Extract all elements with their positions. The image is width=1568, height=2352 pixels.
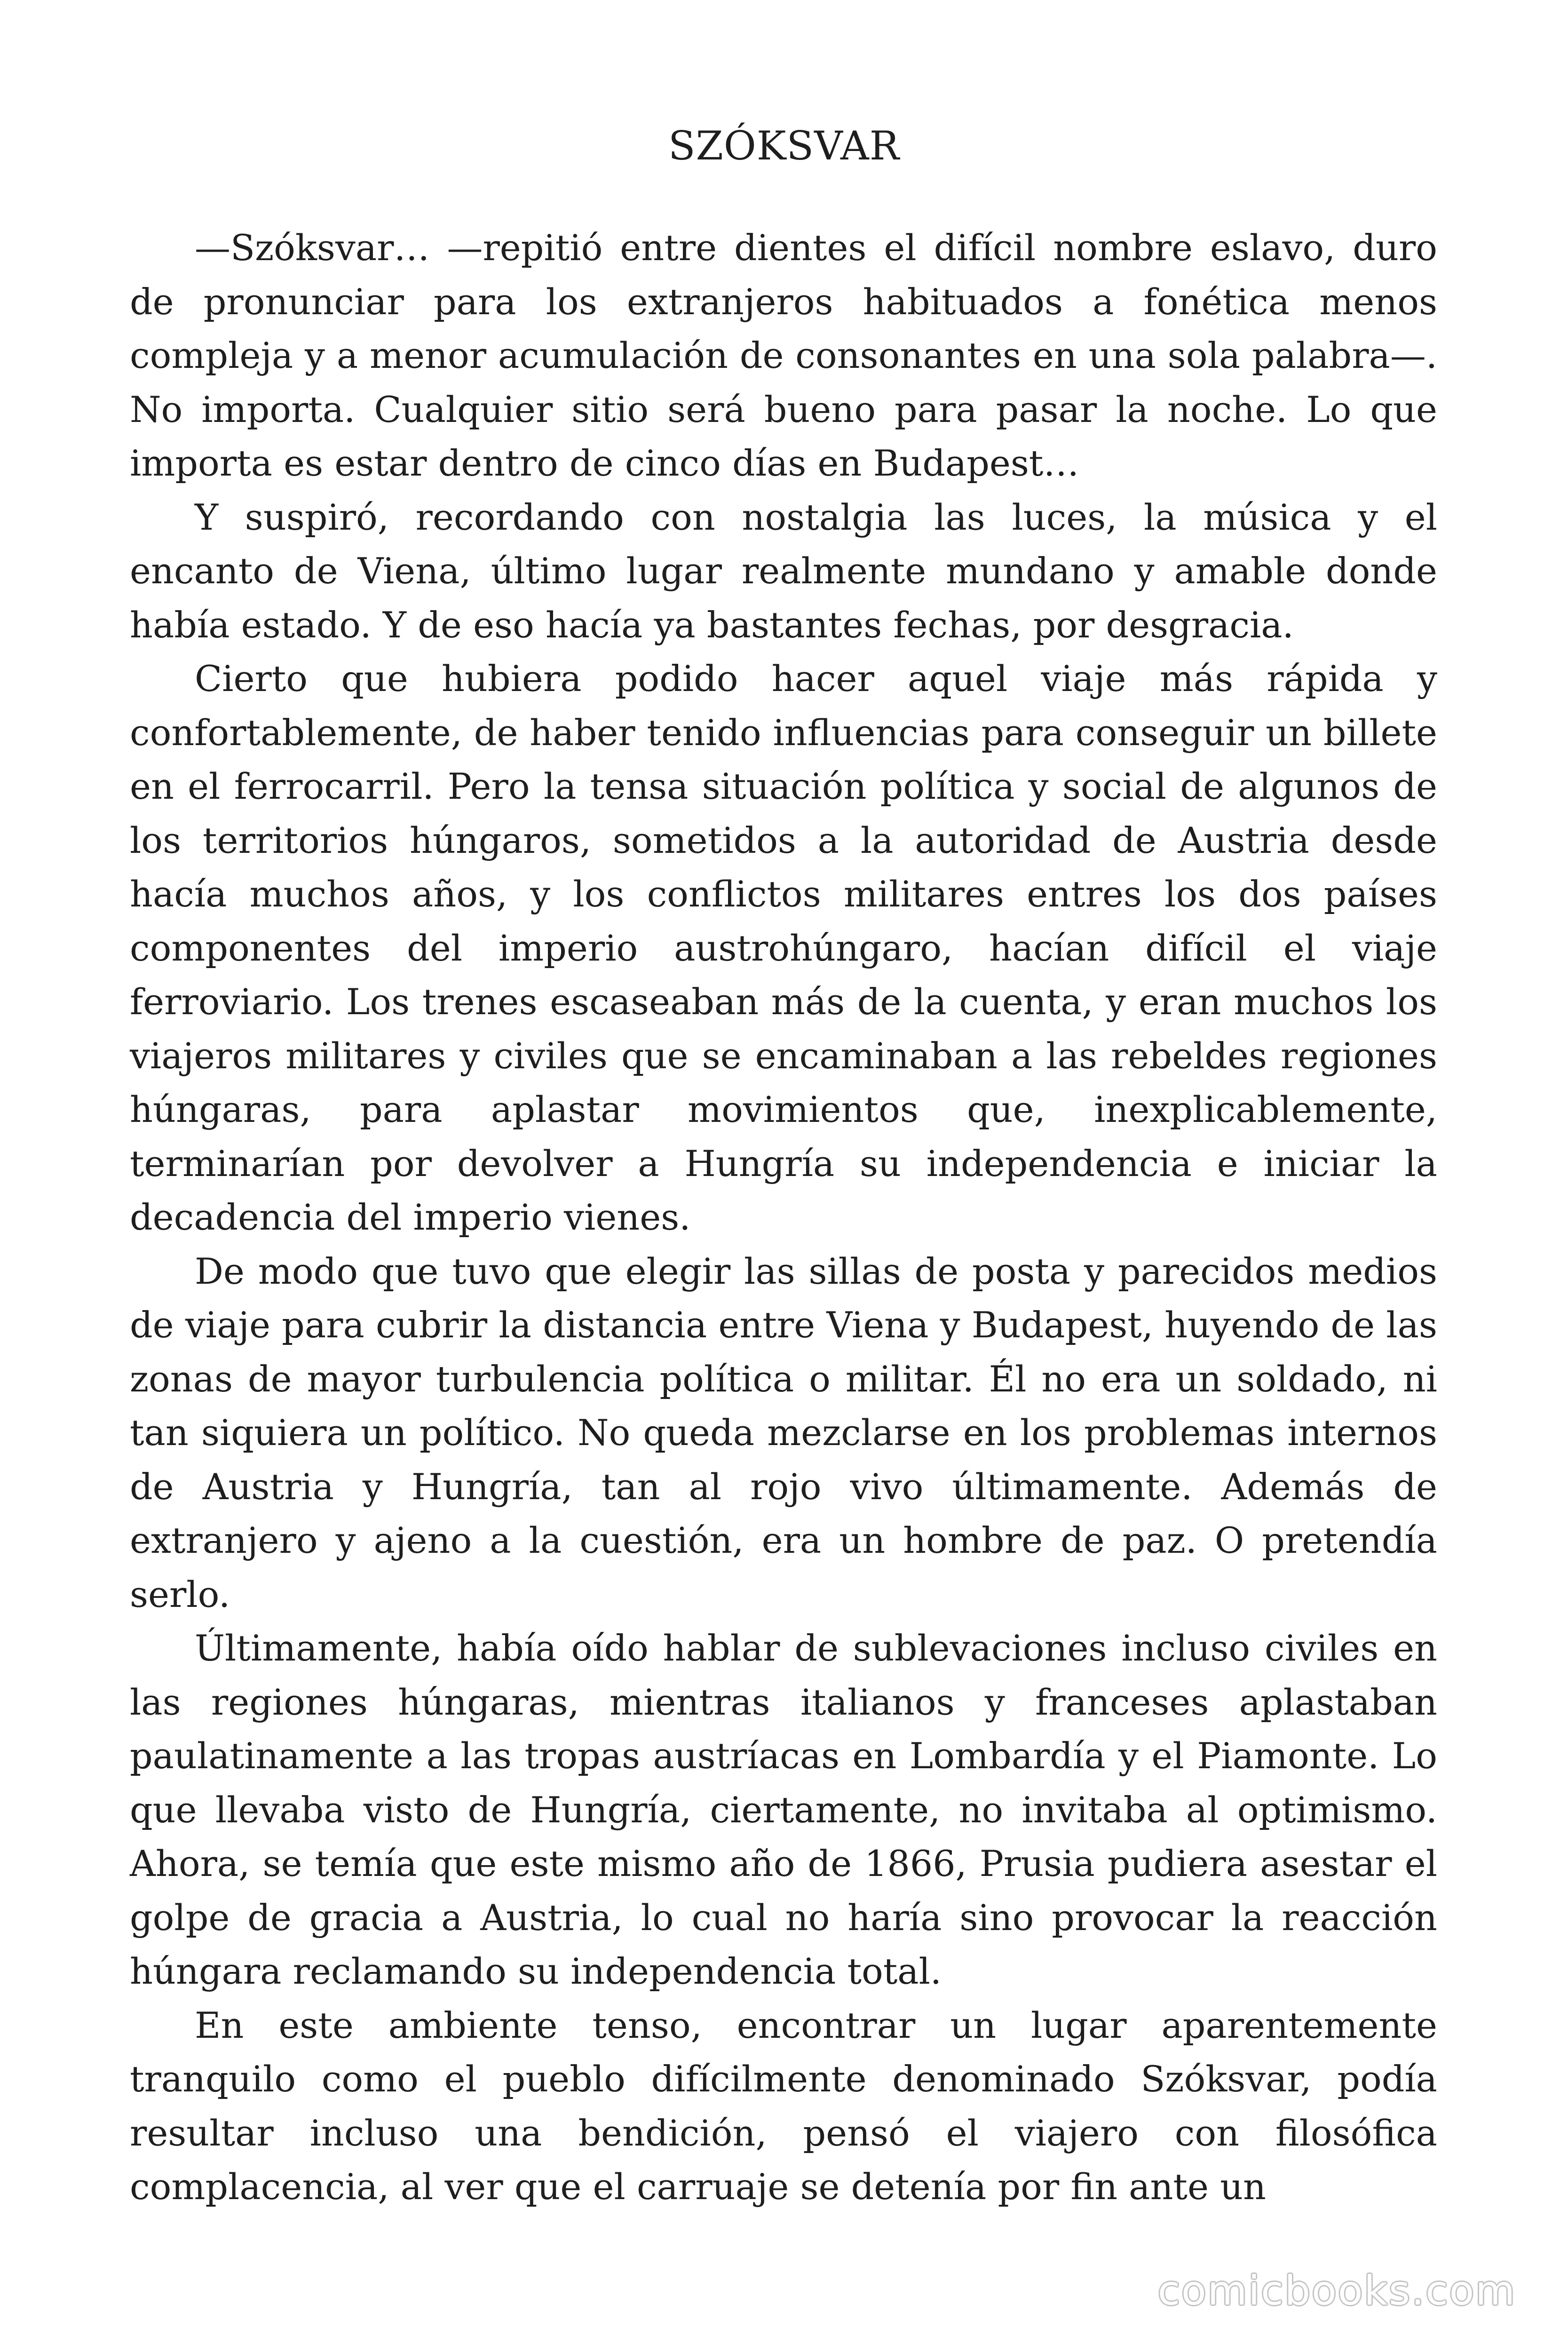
watermark: comicbooks.com (1157, 2267, 1516, 2314)
body-text (130, 221, 1437, 2214)
paragraph: Últimamente, había oído hablar de sublevaciones incluso civiles en las regiones húngaras, mientras italianos y franceses aplastaban paulatinamente a las tropas austríacas en Lombardía y el Piamonte. Lo que llevaba visto de Hungría, ciertamente, no invitaba al optimismo. Ahora, se temía que este mismo año de 1866, Prusia pudiera asestar el golpe de gracia a Austria, lo cual no haría sino provocar la reacción húngara reclamando su independencia total. (130, 1627, 1437, 1992)
paragraph: Y suspiró, recordando con nostalgia las luces, la música y el encanto de Viena, último lugar realmente mundano y amable donde había estado. Y de eso hacía ya bastantes fechas, por desgracia. (130, 496, 1437, 646)
paragraph: Cierto que hubiera podido hacer aquel viaje más rápida y confortablemente, de haber tenido influencias para conseguir un billete en el ferrocarril. Pero la tensa situación política y social de algunos de los territorios húngaros, sometidos a la autoridad de Austria desde hacía muchos años, y los conflictos militares entres los dos países componentes del imperio austrohúngaro, hacían difícil el viaje ferroviario. Los trenes escaseaban más de la cuenta, y eran muchos los viajeros militares y civiles que se encaminaban a las rebeldes regiones húngaras, para aplastar movimientos que, inexplicablemente, terminarían por devolver a Hungría su independencia e iniciar la decadencia del imperio vienes. (130, 658, 1437, 1238)
paragraph: De modo que tuvo que elegir las sillas de posta y parecidos medios de viaje para cubrir la distancia entre Viena y Budapest, huyendo de las zonas de mayor turbulencia política o militar. Él no era un soldado, ni tan siquiera un político. No queda mezclarse en los problemas internos de Austria y Hungría, tan al rojo vivo últimamente. Además de extranjero y ajeno a la cuestión, era un hombre de paz. O pretendía serlo. (130, 1250, 1437, 1615)
paragraph: En este ambiente tenso, encontrar un lugar aparentemente tranquilo como el pueblo difícilmente denominado Szóksvar, podía resultar incluso una bendición, pensó el viajero con filosófica complacencia, al ver que el carruaje se detenía por fin ante un (130, 2004, 1437, 2208)
paragraph: —Szóksvar… —repitió entre dientes el difícil nombre eslavo, duro de pronunciar para los extranjeros habituados a fonética menos compleja y a menor acumulación de consonantes en una sola palabra—. No importa. Cualquier sitio será bueno para pasar la noche. Lo que importa es estar dentro de cinco días en Budapest… (130, 227, 1437, 484)
chapter-title: SZÓKSVAR (668, 123, 900, 169)
